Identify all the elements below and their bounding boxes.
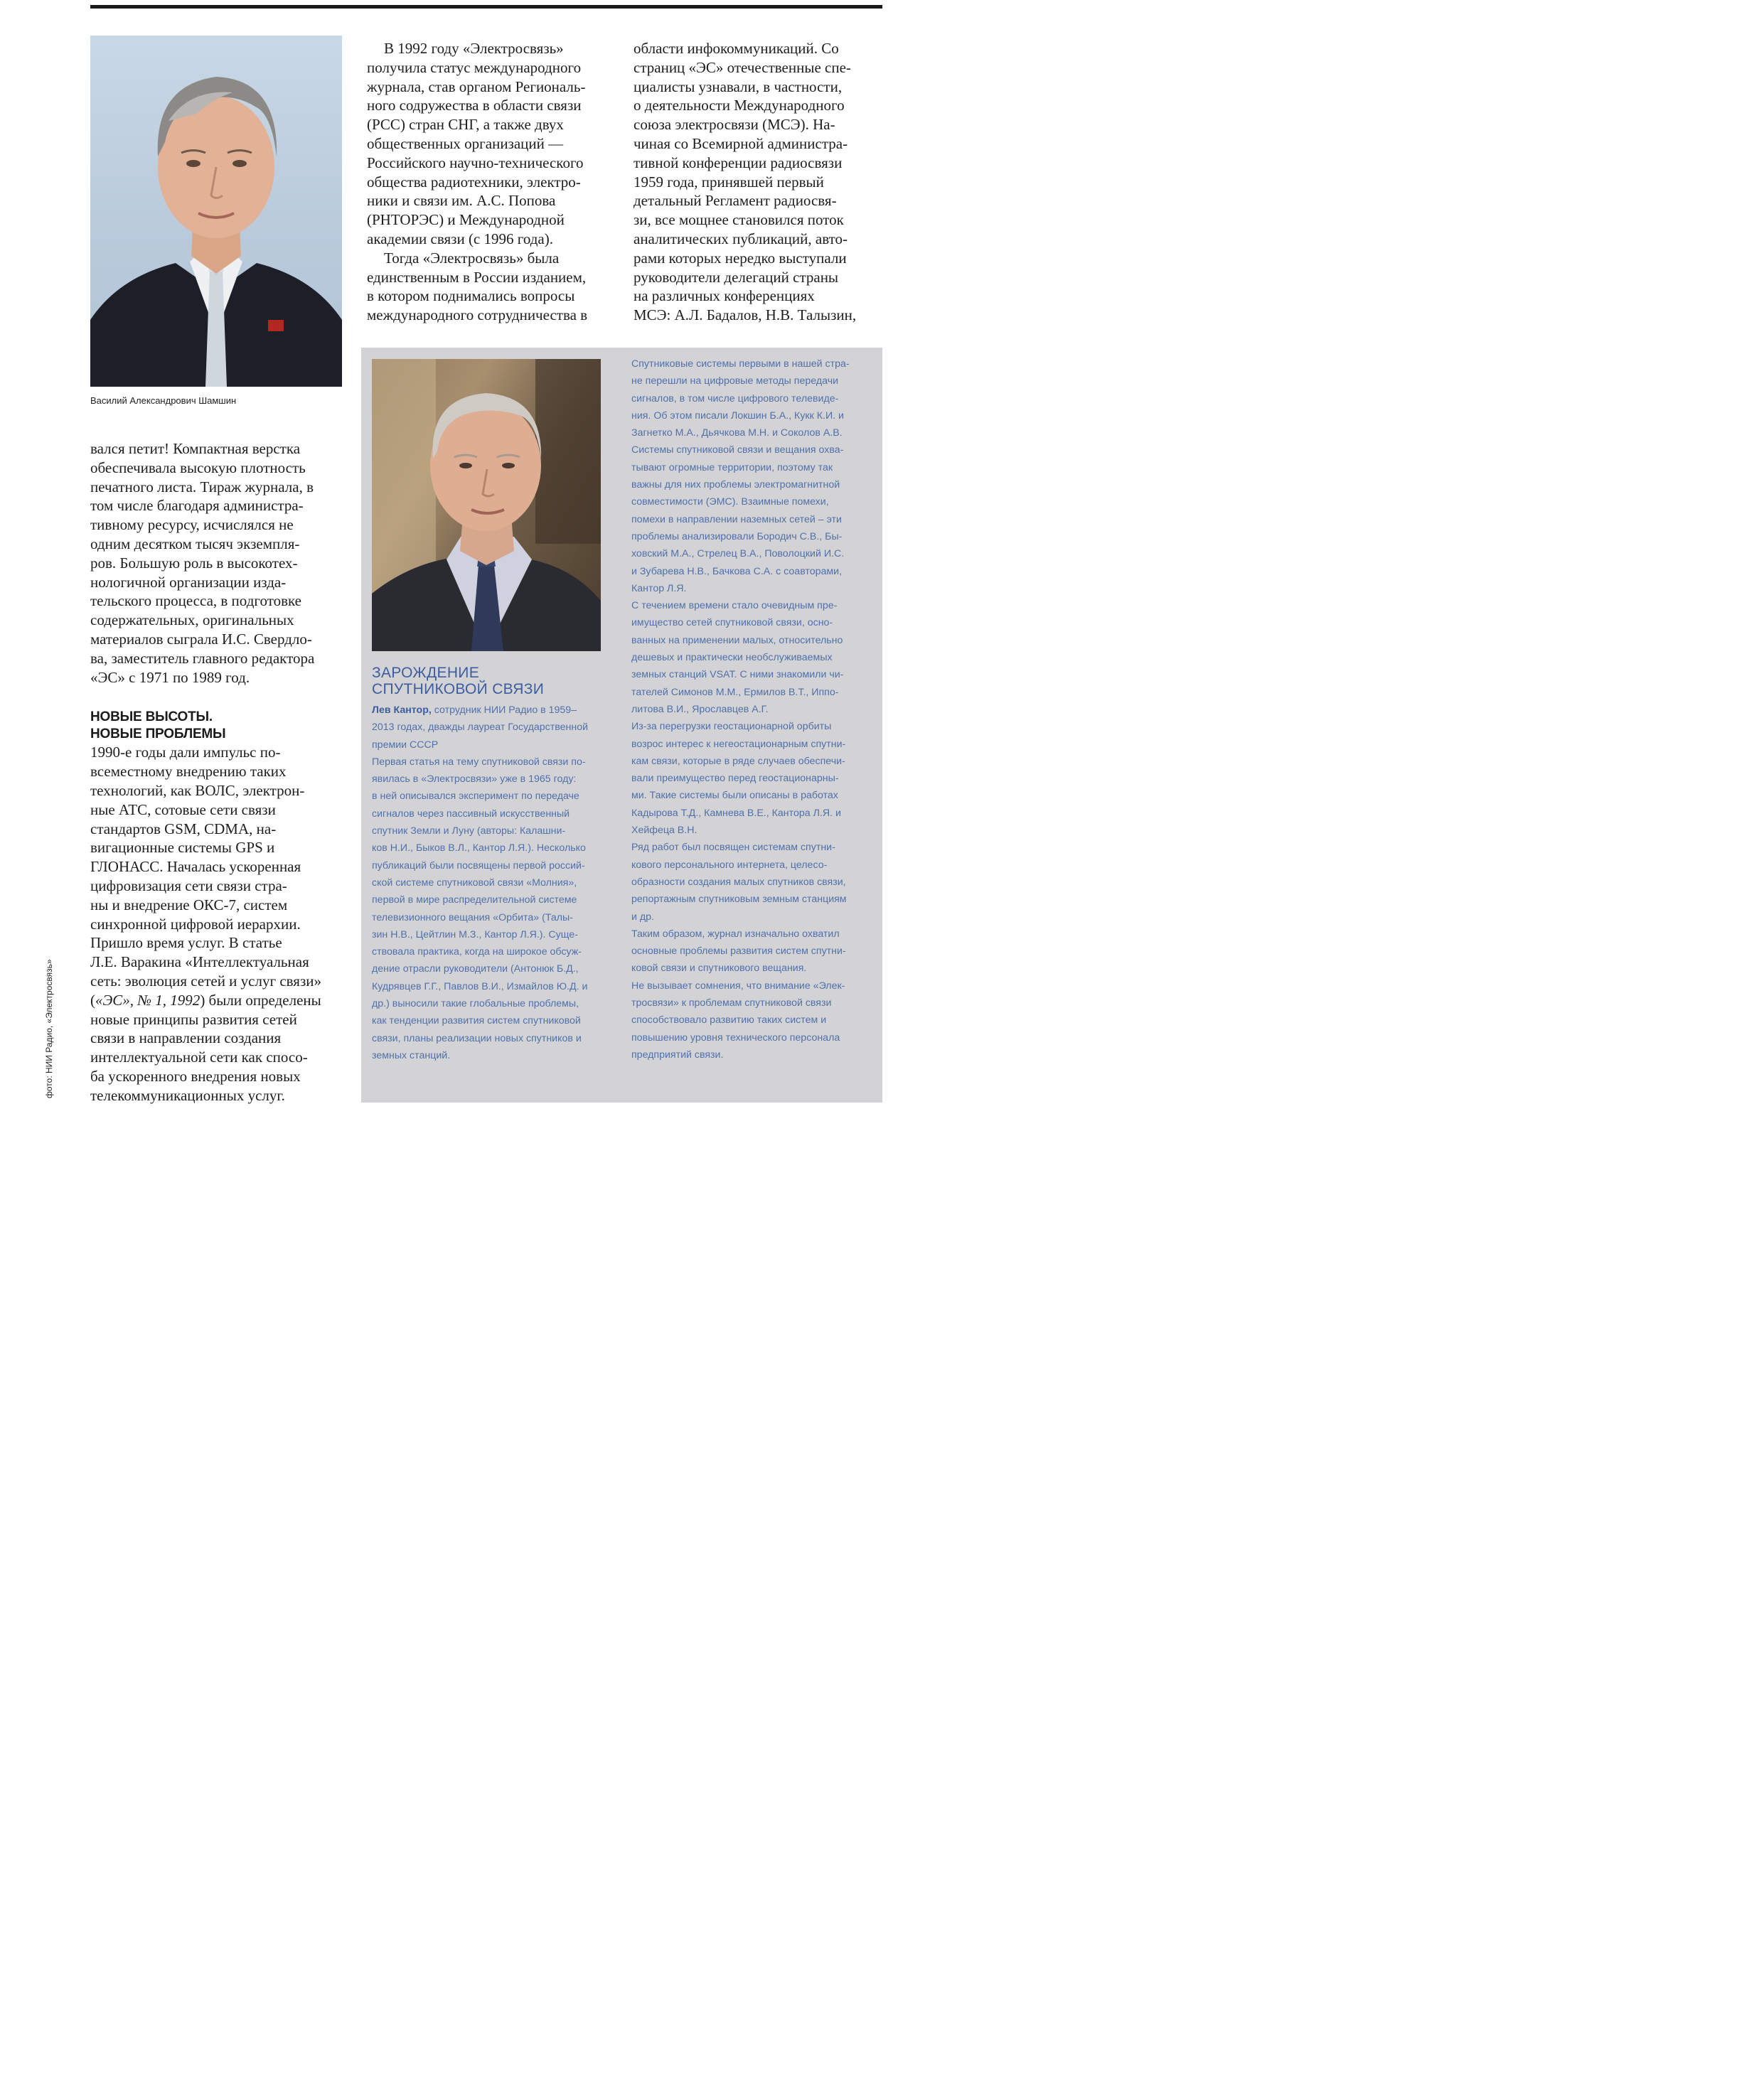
text-line: зи, все мощнее становился поток: [634, 211, 844, 229]
sidebar-title: [372, 665, 544, 697]
text-line: В 1992 году «Электросвязь»: [384, 40, 564, 57]
text-line: Из-за перегрузки геостационарной орбиты: [631, 721, 832, 733]
text-line: повышению уровня технического персонала: [631, 1031, 840, 1044]
text-line: 1959 года, принявшей первый: [634, 173, 824, 191]
text-line: кового персонального интернета, целесо-: [631, 859, 828, 871]
text-line: академии связи (с 1996 года).: [367, 230, 553, 247]
paragraph: [634, 39, 882, 325]
text-line: циалисты узнавали, в частности,: [634, 77, 843, 95]
text-line: Л.Е. Варакина «Интеллектуальная: [90, 953, 309, 971]
text-line: зин Н.В., Цейтлин М.З., Кантор Л.Я.). Суще-: [372, 928, 578, 940]
sidebar-column-right: [631, 355, 877, 1063]
text-line: материалов сыграла И.С. Свердло-: [90, 630, 312, 648]
portrait-kantor-illustration: [372, 359, 601, 651]
author-bio-start: сотрудник НИИ Радио в 1959–: [431, 704, 577, 716]
article-column-middle: [367, 39, 623, 325]
text-line: ховский М.А., Стрелец В.А., Поволоцкий И.С.: [631, 548, 845, 560]
text-line: ва, заместитель главного редактора: [90, 649, 315, 667]
text-line: возрос интерес к негеостационарным спутни-: [631, 738, 846, 750]
text-line: Системы спутниковой связи и вещания охва-: [631, 444, 844, 456]
text-line: помехи в направлении наземных сетей – эти: [631, 513, 842, 525]
text-line: ской системе спутниковой связи «Молния»,: [372, 877, 577, 889]
portrait-shamshin: [90, 36, 342, 387]
text-line: связи в направлении создания: [90, 1029, 282, 1047]
text-line: международного сотрудничества в: [367, 306, 588, 324]
text-line: Первая статья на тему спутниковой связи по-: [372, 756, 586, 768]
text-line: дешевых и практически необслуживаемых: [631, 652, 833, 664]
text-line: сеть: эволюция сетей и услуг связи»: [90, 972, 321, 990]
text-line: Загнетко М.А., Дьячкова М.Н. и Соколов А.В.: [631, 427, 843, 439]
text-line: рами которых нередко выступали: [634, 249, 847, 267]
text-line: первой в мире распределительной системе: [372, 894, 577, 906]
text-line: ГЛОНАСС. Началась ускоренная: [90, 858, 301, 876]
sidebar-column-left: [372, 702, 617, 1064]
sidebar-title-line: СПУТНИКОВОЙ СВЯЗИ: [372, 681, 545, 697]
text-line: Пришло время услуг. В статье: [90, 934, 282, 952]
text-line: вали преимущество перед геостационарны-: [631, 773, 839, 785]
text-line: ны и внедрение ОКС-7, систем: [90, 896, 288, 913]
text-line: не перешли на цифровые методы передачи: [631, 375, 839, 387]
portrait-kantor: [372, 359, 601, 651]
text-line: др.) выносили такие глобальные проблемы,: [372, 998, 579, 1010]
text-line: явилась в «Электросвязи» уже в 1965 году:: [372, 773, 577, 786]
text-line: обеспечивала высокую плотность: [90, 459, 306, 476]
text-line: Ряд работ был посвящен системам спутни-: [631, 842, 835, 854]
text-line: Кантор Л.Я.: [631, 582, 687, 594]
text-line: 1990-е годы дали импульс по-: [90, 744, 281, 761]
text-line: публикаций были посвящены первой россий-: [372, 859, 585, 872]
text-line: тывают огромные территории, поэтому так: [631, 461, 833, 473]
text-line: Российского научно-технического: [367, 154, 584, 171]
text-line: премии СССР: [372, 739, 439, 751]
text-line: тельского процесса, в подготовке: [90, 592, 302, 610]
paragraph: [367, 249, 623, 325]
text-line: журнала, став органом Региональ-: [367, 77, 586, 95]
text-line: тивной конференции радиосвязи: [634, 154, 843, 171]
article-column-right: [634, 39, 882, 325]
text-line: нологичной организации изда-: [90, 573, 287, 591]
text-line: предприятий связи.: [631, 1049, 724, 1061]
text-line: важны для них проблемы электромагнитной: [631, 479, 840, 491]
text-line: синхронной цифровой иерархии.: [90, 915, 301, 933]
text-line: телекоммуникационных услуг.: [90, 1086, 285, 1104]
paragraph: [631, 355, 877, 1063]
text-line: «ЭС» с 1971 по 1989 год.: [90, 668, 250, 686]
text-line: детальный Регламент радиосвя-: [634, 192, 837, 210]
text-line: (РСС) стран СНГ, а также двух: [367, 116, 564, 134]
text-line: [372, 702, 617, 719]
text-line: тивному ресурсу, исчислялся не: [90, 516, 294, 534]
citation-source: «ЭС», № 1, 1992: [95, 991, 201, 1009]
text-line: в котором поднимались вопросы: [367, 287, 575, 305]
text-line: ба ускоренного внедрения новых: [90, 1067, 301, 1085]
text-line: Спутниковые системы первыми в нашей стра-: [631, 358, 850, 370]
text-line: единственным в России изданием,: [367, 268, 587, 286]
text-line: всеместному внедрению таких: [90, 763, 287, 781]
text-line: тросвязи» к проблемам спутниковой связи: [631, 997, 832, 1009]
text-line: области инфокоммуникаций. Со: [634, 40, 839, 57]
text-line: содержательных, оригинальных: [90, 611, 294, 629]
text-line: земных станций VSAT. С ними знакомили чи-: [631, 669, 844, 681]
author-bio: [372, 702, 617, 754]
paragraph: [90, 439, 346, 687]
magazine-page: [0, 0, 944, 1113]
text-line: ковой связи и спутникового вещания.: [631, 963, 807, 975]
text-line: ные АТС, сотовые сети связи: [90, 800, 276, 818]
text-line: образности создания малых спутников связи,: [631, 876, 846, 888]
text-line: спутник Земли и Луну (авторы: Калашни-: [372, 825, 566, 837]
photo-credit: фото: НИИ Радио, «Электросвязь»: [44, 959, 54, 1098]
text-line: Хейфеца В.Н.: [631, 825, 697, 837]
text-line: в ней описывался эксперимент по передаче: [372, 790, 579, 803]
text-line: интеллектуальной сети как спосо-: [90, 1049, 308, 1066]
text-line: о деятельности Международного: [634, 97, 845, 114]
text-line: МСЭ: А.Л. Бадалов, Н.В. Талызин,: [634, 306, 857, 324]
text-line: основные проблемы развития систем спутни-: [631, 945, 846, 958]
text-line: новые принципы развития сетей: [90, 1010, 297, 1028]
text-line: чиная со Всемирной администра-: [634, 134, 848, 152]
text-line: Не вызывает сомнения, что внимание «Элек-: [631, 980, 845, 992]
text-line: репортажным спутниковым земным станциям: [631, 894, 847, 906]
text-line: как тенденции развития систем спутниковой: [372, 1015, 581, 1027]
text-line: аналитических публикаций, авто-: [634, 230, 848, 247]
text-line-citation: [90, 991, 346, 1010]
text-line: том числе благодаря администра-: [90, 497, 304, 515]
top-rule: [90, 5, 882, 9]
text-line: ного содружества в области связи: [367, 97, 582, 114]
text-line: С течением времени стало очевидным пре-: [631, 600, 838, 612]
paragraph: [90, 743, 346, 1105]
text-line: Кудрявцев Г.Г., Павлов В.И., Измайлов Ю.Д. и: [372, 980, 588, 992]
text-line: Тогда «Электросвязь» была: [384, 249, 560, 267]
text-line: технологий, как ВОЛС, электрон-: [90, 781, 305, 799]
text-line: дение отрасли руководители (Антонюк Б.Д.,: [372, 963, 579, 975]
text-line: ми. Такие системы были описаны в работах: [631, 790, 838, 802]
text-line: вигационные системы GPS и: [90, 839, 275, 857]
text-line: сигналов через пассивный искусственный: [372, 808, 570, 820]
text-line: Таким образом, журнал изначально охватил: [631, 928, 840, 940]
text-line: ники и связи им. А.С. Попова: [367, 192, 556, 210]
section-heading: [90, 709, 346, 743]
text-line: и Зубарева Н.В., Бачкова С.А. с соавторами,: [631, 565, 843, 577]
section-heading-line: НОВЫЕ ВЫСОТЫ.: [90, 709, 213, 725]
text-line: литова В.И., Ярославцев А.Г.: [631, 703, 769, 715]
text-line: общества радиотехники, электро-: [367, 173, 581, 191]
text-line: общественных организаций —: [367, 134, 564, 152]
author-name: Лев Кантор,: [372, 704, 432, 716]
text-line: проблемы анализировали Бородич С.В., Бы-: [631, 530, 843, 542]
text-line: на различных конференциях: [634, 287, 815, 305]
paragraph: [367, 39, 623, 249]
text-line: земных станций.: [372, 1049, 451, 1061]
section-heading-line: НОВЫЕ ПРОБЛЕМЫ: [90, 727, 226, 742]
portrait-caption: Василий Александрович Шамшин: [90, 395, 237, 406]
text-line: Кадырова Т.Д., Камнева В.Е., Кантора Л.Я. и: [631, 807, 841, 819]
text-line: 2013 годах, дважды лауреат Государственной: [372, 722, 589, 734]
text-line: ванных на применении малых, относительно: [631, 634, 843, 646]
text-line: руководители делегаций страны: [634, 268, 839, 286]
citation-paren: (: [90, 991, 95, 1009]
article-column-left: [90, 439, 346, 1105]
text-line: печатного листа. Тираж журнала, в: [90, 478, 314, 495]
text-line: союза электросвязи (МСЭ). На-: [634, 116, 835, 134]
text-line: (РНТОРЭС) и Международной: [367, 211, 565, 229]
text-line: одним десятком тысяч экземпля-: [90, 535, 300, 552]
text-line: и др.: [631, 911, 654, 923]
text-line: сигналов, в том числе цифрового телевиде-: [631, 392, 839, 404]
text-line: имущество сетей спутниковой связи, осно-: [631, 617, 833, 629]
text-line: ров. Большую роль в высокотех-: [90, 554, 298, 572]
text-line: кам связи, которые в ряде случаев обеспечи-: [631, 755, 845, 767]
text-line: получила статус международного: [367, 58, 582, 76]
text-line: страниц «ЭС» отечественные спе-: [634, 58, 851, 76]
text-line: вался петит! Компактная верстка: [90, 440, 301, 457]
text-line: тателей Симонов М.М., Ермилов В.Т., Иппо-: [631, 686, 839, 698]
text-line: связи, планы реализации новых спутников и: [372, 1032, 582, 1044]
paragraph: [372, 754, 617, 1064]
text-line: совместимости (ЭМС). Взаимные помехи,: [631, 496, 829, 508]
text-line: телевизионного вещания «Орбита» (Талы-: [372, 911, 573, 923]
text-line: ния. Об этом писали Локшин Б.А., Кукк К.И. и: [631, 409, 844, 422]
text-line: ков Н.И., Быков В.Л., Кантор Л.Я.). Несколько: [372, 842, 586, 854]
portrait-shamshin-illustration: [90, 36, 342, 387]
text-line: стандартов GSM, CDMA, на-: [90, 820, 277, 837]
sidebar-title-line: ЗАРОЖДЕНИЕ: [372, 665, 479, 681]
text-line: способствовало развитию таких систем и: [631, 1014, 827, 1026]
text-line: ствовала практика, когда на широкое обсуж-: [372, 946, 582, 958]
citation-rest: ) были определены: [200, 991, 321, 1009]
text-line: цифровизация сети связи стра-: [90, 877, 287, 894]
